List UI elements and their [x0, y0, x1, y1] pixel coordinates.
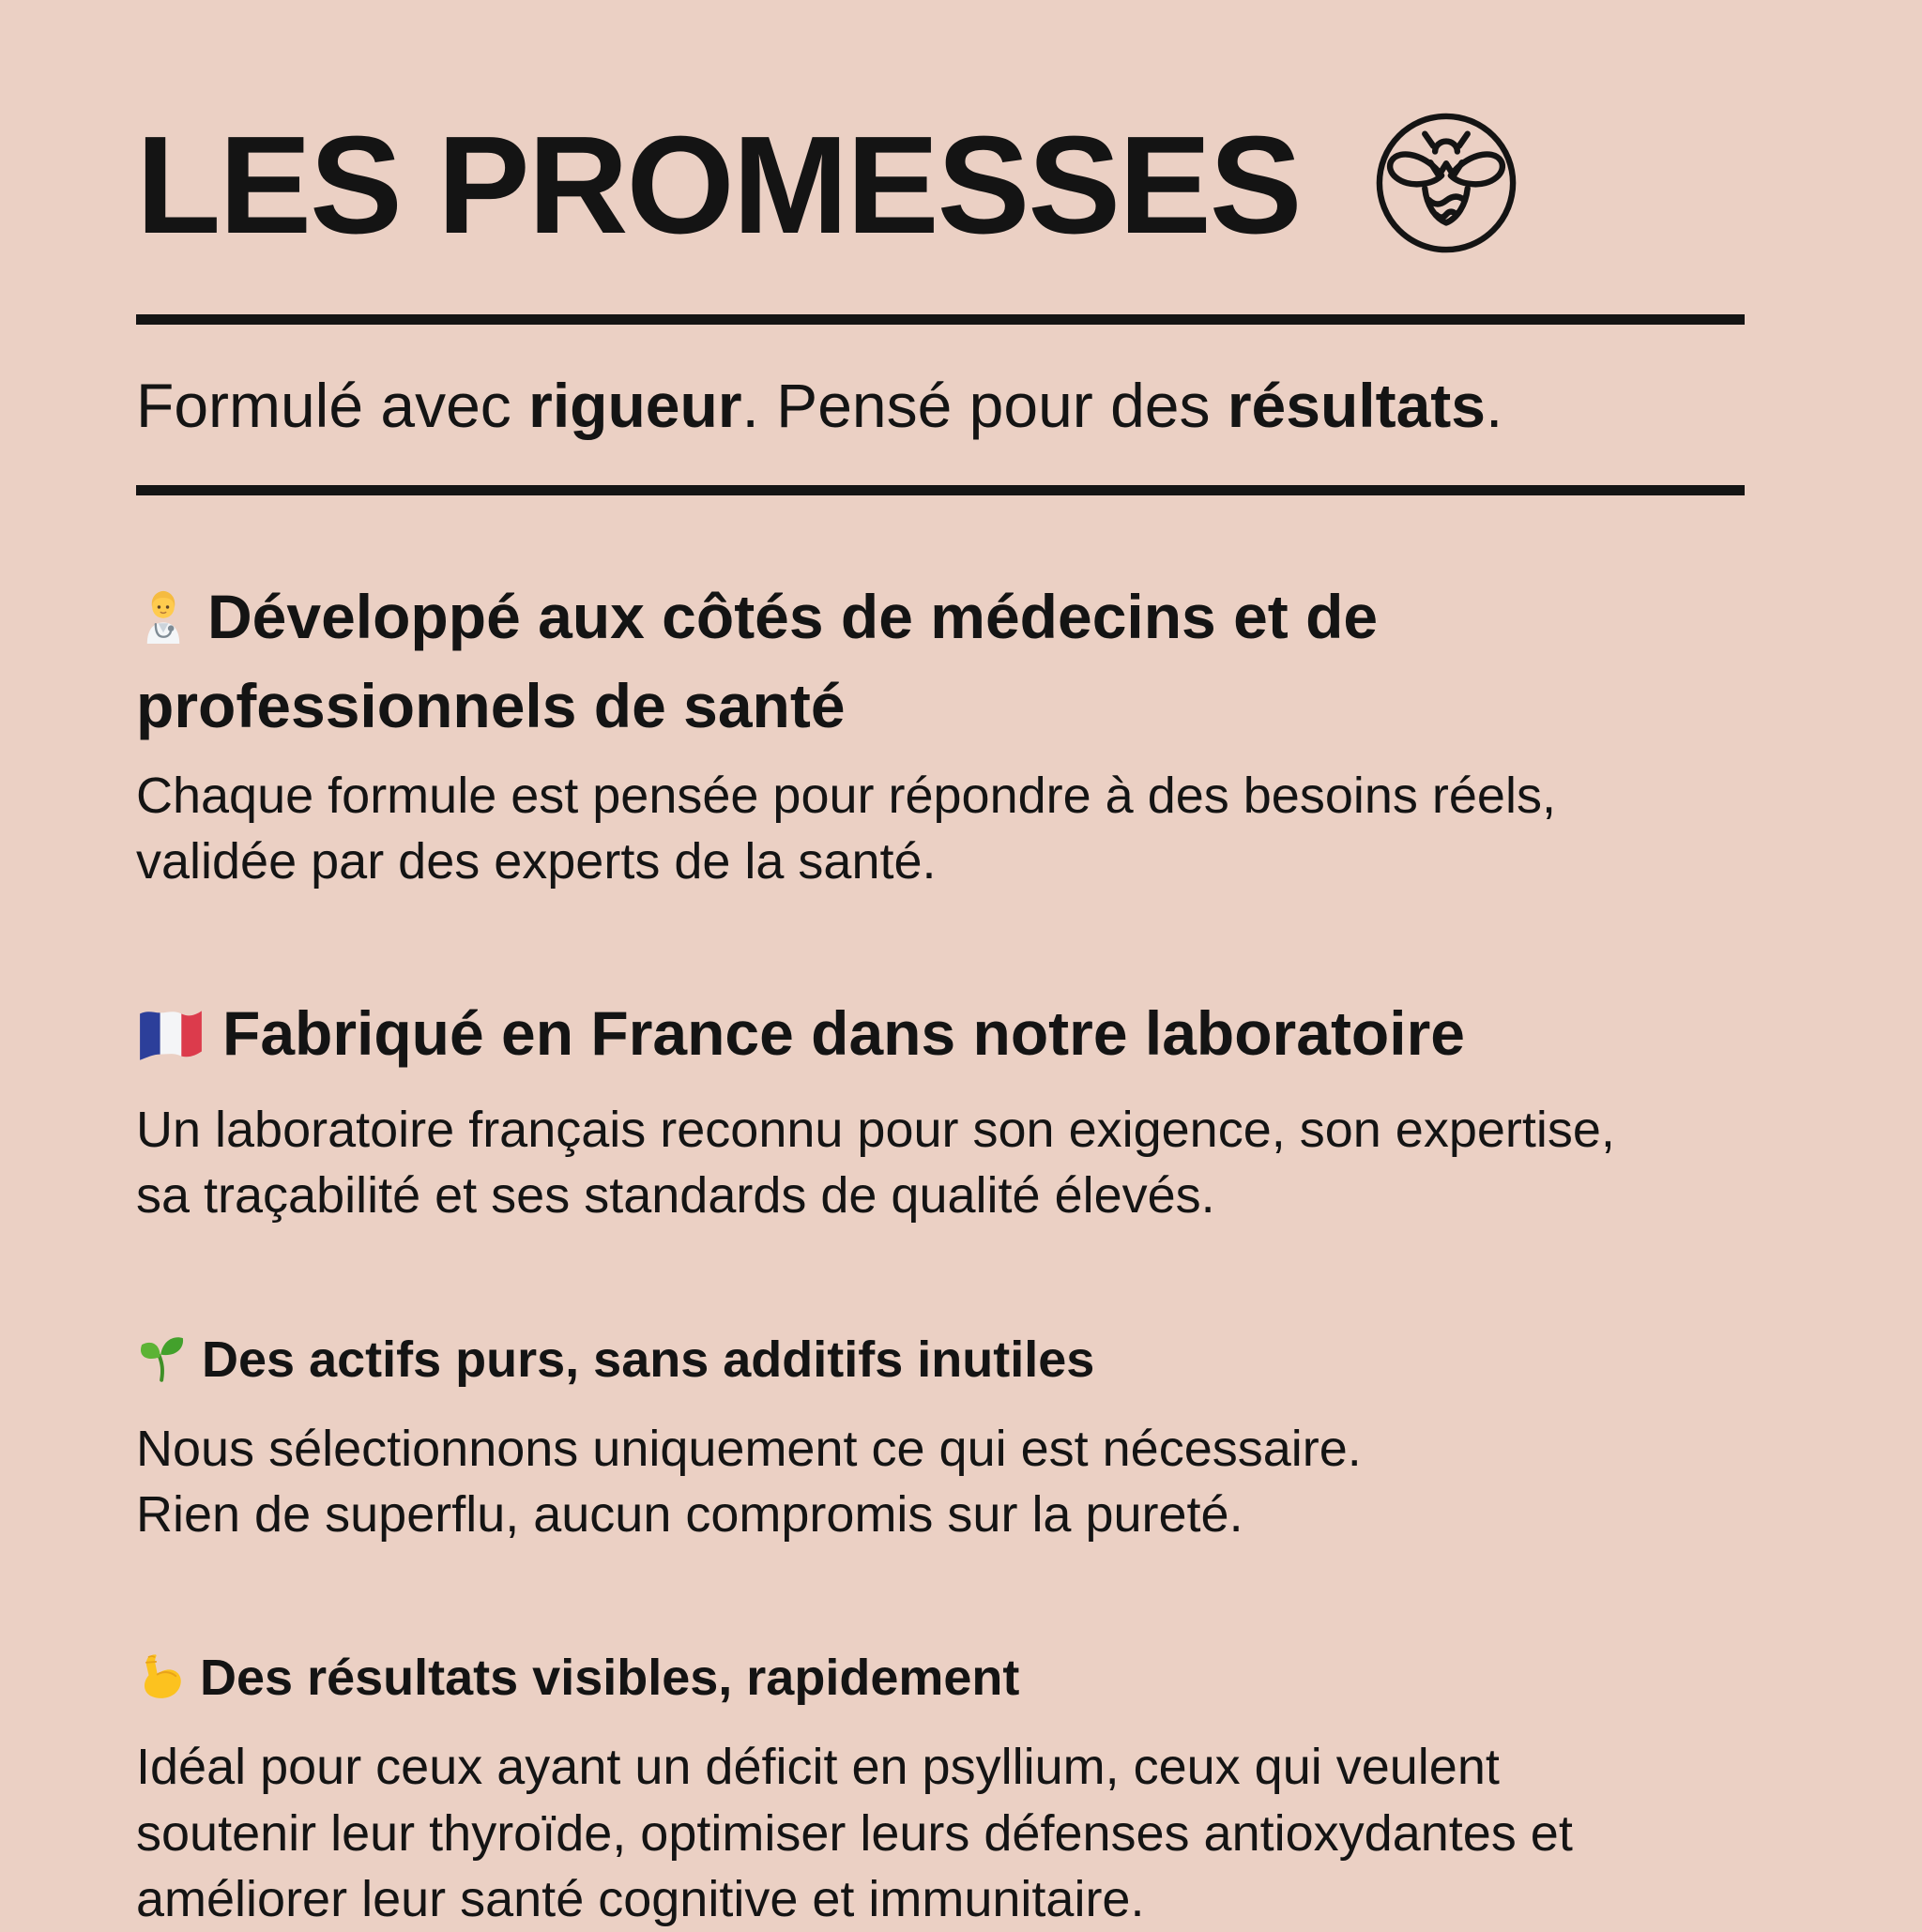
body-line: soutenir leur thyroïde, optimiser leurs défenses antioxydantes et: [136, 1804, 1573, 1862]
body-line: sa traçabilité et ses standards de qualité élevés.: [136, 1167, 1215, 1225]
section-medecins: [136, 576, 1745, 895]
section-actifs: [136, 1327, 1745, 1548]
section-resultats: [136, 1645, 1745, 1932]
seedling-emoji: [136, 1332, 189, 1401]
section-france-body: [136, 1097, 1745, 1228]
tagline-part1: Formulé avec: [136, 371, 529, 440]
section-resultats-body: [136, 1734, 1745, 1932]
section-france-heading-line1: Fabriqué en France dans notre laboratoire: [222, 997, 1465, 1068]
section-medecins-heading: [136, 576, 1745, 749]
divider-bottom: [136, 485, 1745, 495]
section-resultats-heading: [136, 1645, 1745, 1719]
body-line: Chaque formule est pensée pour répondre à des besoins réels,: [136, 768, 1556, 825]
section-actifs-body: [136, 1416, 1745, 1547]
body-line: Idéal pour ceux ayant un déficit en psyllium, ceux qui veulent: [136, 1739, 1500, 1796]
tagline-bold-resultats: résultats: [1227, 371, 1486, 440]
body-line: validée par des experts de la santé.: [136, 833, 937, 890]
section-france: [136, 993, 1745, 1229]
tagline-part2: . Pensé pour des: [741, 371, 1228, 440]
section-actifs-heading-line1: Des actifs purs, sans additifs inutiles: [202, 1331, 1095, 1388]
section-france-heading: [136, 993, 1745, 1083]
flexed-biceps-emoji: [136, 1651, 187, 1719]
body-line: Nous sélectionnons uniquement ce qui est nécessaire.: [136, 1420, 1362, 1477]
page-title: LES PROMESSES: [136, 107, 1301, 263]
section-resultats-heading-line1: Des résultats visibles, rapidement: [200, 1650, 1020, 1707]
french-flag-emoji: [136, 1000, 206, 1083]
body-line: Un laboratoire français reconnu pour son exigence, son expertise,: [136, 1102, 1615, 1159]
tagline: [136, 372, 1745, 440]
section-medecins-heading-line2: professionnels de santé: [136, 671, 846, 741]
section-medecins-body: [136, 763, 1745, 894]
health-worker-emoji: [136, 584, 191, 666]
header: [136, 109, 1745, 262]
section-actifs-heading: [136, 1327, 1745, 1401]
body-line: Rien de superflu, aucun compromis sur la pureté.: [136, 1486, 1243, 1544]
section-medecins-heading-line1: Développé aux côtés de médecins et de: [207, 581, 1379, 651]
body-line: améliorer leur santé cognitive et immunitaire.: [136, 1870, 1145, 1927]
tagline-bold-rigueur: rigueur: [528, 371, 742, 440]
tagline-part3: .: [1485, 371, 1503, 440]
bee-logo-icon: [1372, 109, 1520, 262]
divider-top: [136, 314, 1745, 325]
